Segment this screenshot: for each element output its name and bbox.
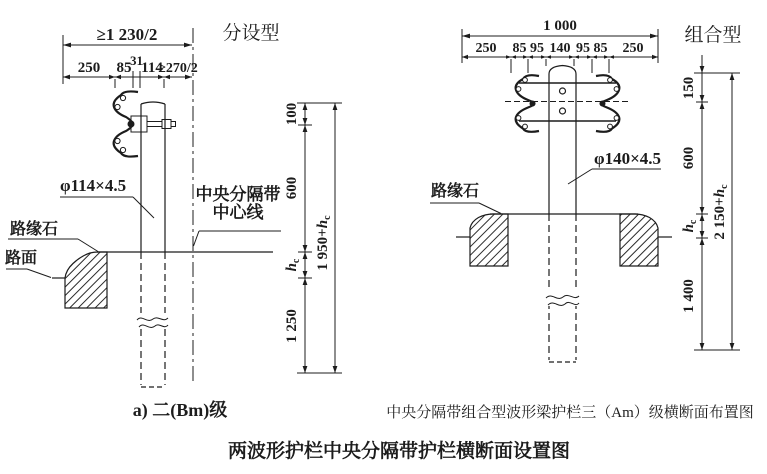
left-dim-seg-250: 250 <box>77 60 101 76</box>
right-side-dim-overall: 2 $150+h_c$ <box>712 184 730 240</box>
right-curb-leader <box>430 203 501 214</box>
left-side-dim-hc: $h_c$ <box>284 258 302 272</box>
right-diagram <box>386 18 754 421</box>
right-curb-label: 路缘石 <box>430 183 480 200</box>
left-side-dim-1250: 1 250 <box>284 309 300 343</box>
right-dim-seg-4: 95 <box>576 41 590 56</box>
left-dim-seg-270: ≥270/2 <box>158 61 198 76</box>
right-w-beams <box>505 75 631 132</box>
right-dim-overall: 1 000 <box>543 18 577 34</box>
right-side-dim-600: 600 <box>681 146 697 170</box>
right-dim-seg-6: 250 <box>622 41 644 56</box>
left-curb-label: 路缘石 <box>9 221 59 238</box>
median-label-leader <box>194 231 282 246</box>
left-post <box>141 102 165 387</box>
right-dim-seg-3: 140 <box>549 41 571 56</box>
left-dim-seg-85: 85 <box>116 60 132 76</box>
right-dim-seg-0: 250 <box>475 41 497 56</box>
left-side-dim-overall: 1 $950+h_c$ <box>315 215 333 271</box>
left-post-spec-label: φ114×4.5 <box>60 176 127 195</box>
right-dim-seg-2: 95 <box>530 41 544 56</box>
road-surface-label: 路面 <box>4 250 38 267</box>
figure-title: 两波形护栏中央分隔带护栏横断面设置图 <box>227 441 571 462</box>
bolt-head-left <box>530 101 536 107</box>
right-type-label: 组合型 <box>684 25 742 46</box>
left-w-beam <box>114 91 176 156</box>
left-dim-overall: ≥1 230/2 <box>96 25 158 44</box>
right-dim-seg-5: 85 <box>593 41 608 56</box>
right-caption: 中央分隔带组合型波形梁护栏三（Am）级横断面布置图 <box>386 405 754 421</box>
right-post-spec-label: φ140×4.5 <box>594 149 662 168</box>
median-label-line1: 中央分隔带 <box>195 185 281 204</box>
spacer-and-bolt <box>131 116 176 132</box>
left-diagram <box>5 22 342 421</box>
left-dim-seg-31: 31 <box>130 53 143 68</box>
left-post-spec-leader <box>60 197 154 218</box>
left-type-label: 分设型 <box>222 23 280 44</box>
right-side-dim-1400: 1 400 <box>681 279 697 313</box>
right-curb-right-section <box>620 214 658 266</box>
right-dim-seg-1: 85 <box>512 41 527 56</box>
median-label-line2: 中心线 <box>212 203 264 222</box>
right-side-dim-150: 150 <box>681 76 697 100</box>
left-curb-section <box>65 252 107 308</box>
bolt-head-right <box>600 101 606 107</box>
right-post-spec-leader <box>568 169 661 184</box>
left-side-dim-600: 600 <box>284 176 300 200</box>
left-side-dim-100: 100 <box>284 102 300 126</box>
right-side-dim-hc: $h_c$ <box>681 219 699 233</box>
left-caption: a) 二(Bm)级 <box>132 400 228 420</box>
left-dim-seg-114: 114 <box>141 60 163 76</box>
right-curb-left-section <box>470 214 508 266</box>
road-surface-leader <box>6 269 51 278</box>
